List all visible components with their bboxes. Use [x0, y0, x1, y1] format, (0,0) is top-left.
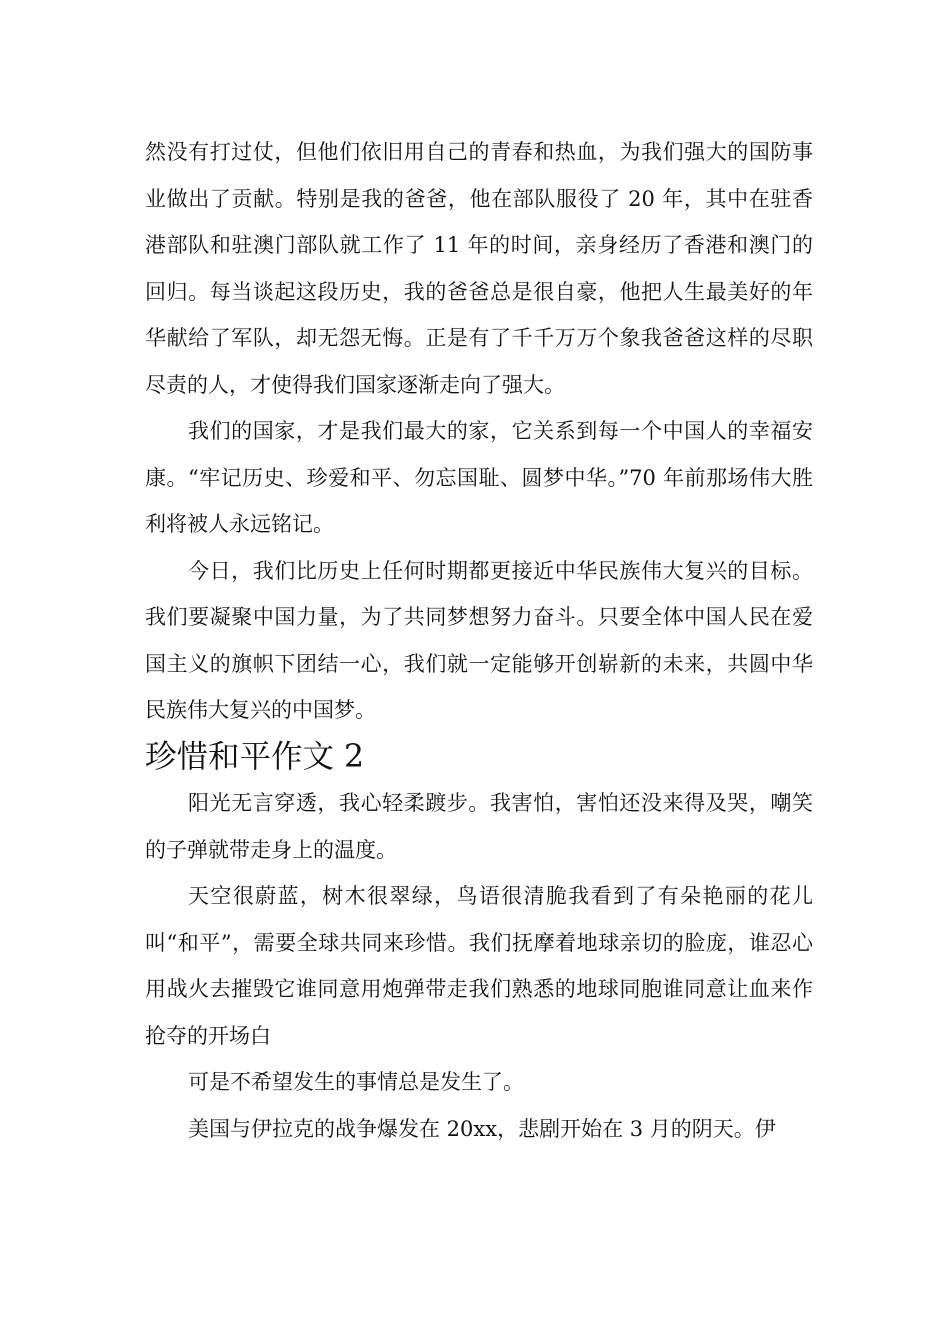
paragraph-4: 阳光无言穿透，我心轻柔踱步。我害怕，害怕还没来得及哭，嘲笑的子弹就带走身上的温度。	[145, 791, 813, 862]
paragraph-2: 我们的国家，才是我们最大的家，它关系到每一个中国人的幸福安康。“牢记历史、珍爱和平、勿忘国耻、圆梦中华。”70 年前那场伟大胜利将被人永远铭记。	[145, 419, 813, 536]
paragraph-6: 可是不希望发生的事情总是发生了。	[188, 1070, 524, 1094]
paragraph-7: 美国与伊拉克的战争爆发在 20xx，悲剧开始在 3 月的阴天。伊	[188, 1116, 776, 1141]
paragraph-5: 天空很蔚蓝，树木很翠绿，鸟语很清脆我看到了有朵艳丽的花儿叫“和平”，需要全球共同来珍惜。我们抚摩着地球亲切的脸庞，谁忍心用战火去摧毁它谁同意用炮弹带走我们熟悉的地球同胞谁同意让血来作抢夺的开场白	[145, 884, 813, 1048]
section-heading: 珍惜和平作文 2	[145, 738, 365, 775]
paragraph-3: 今日，我们比历史上任何时期都更接近中华民族伟大复兴的目标。我们要凝聚中国力量，为了共同梦想努力奋斗。只要全体中国人民在爱国主义的旗帜下团结一心，我们就一定能够开创崭新的未来，共圆中华民族伟大复兴的中国梦。	[145, 558, 813, 722]
document-body	[145, 129, 813, 1152]
paragraph-1: 然没有打过仗，但他们依旧用自己的青春和热血，为我们强大的国防事业做出了贡献。特别是我的爸爸，他在部队服役了 20 年，其中在驻香港部队和驻澳门部队就工作了 11 年的时间，亲身经历了香港和澳门的回归。每当谈起这段历史，我的爸爸总是很自豪，他把人生最美好的年华献给了军队，却无怨无悔。正是有了千千万万个象我爸爸这样的尽职尽责的人，才使得我们国家逐渐走向了强大。	[145, 140, 813, 397]
